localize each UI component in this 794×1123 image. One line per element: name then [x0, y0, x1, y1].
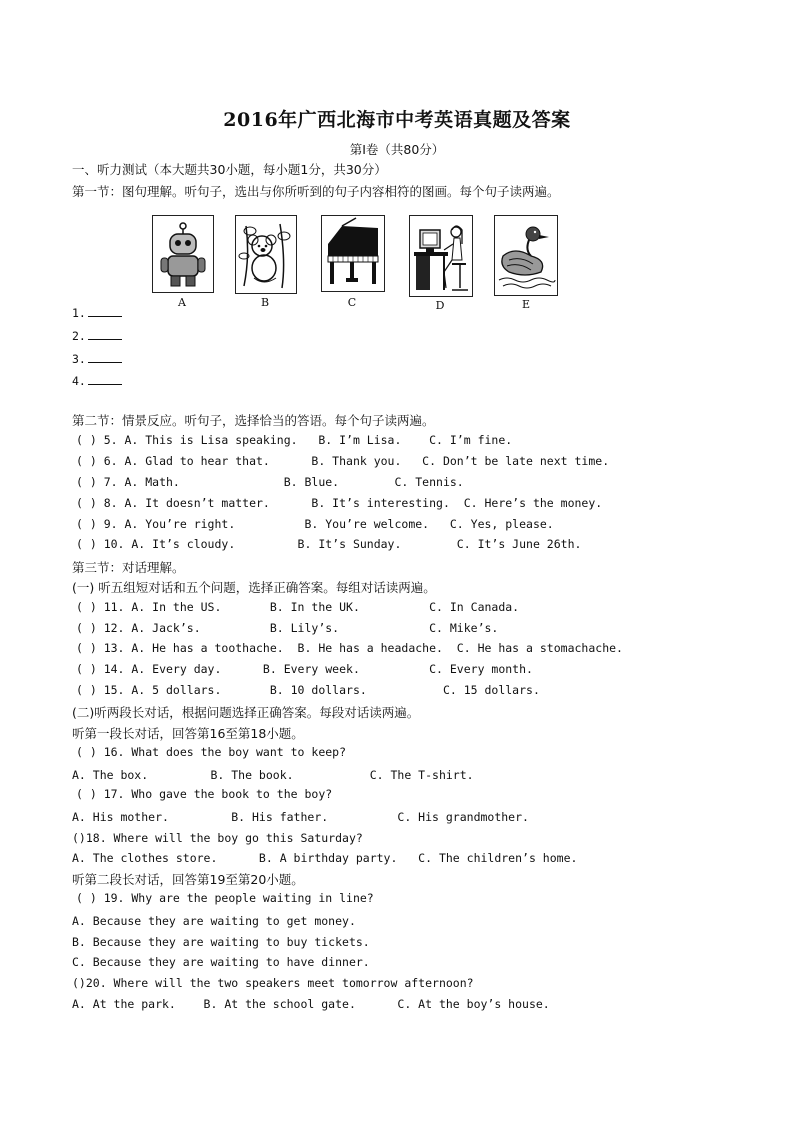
question-13: ( ) 13. A. He has a toothache. B. He has a headache. C. He has a stomachache.: [76, 641, 623, 655]
answer-blank-1[interactable]: [72, 305, 122, 320]
question-11: ( ) 11. A. In the US. B. In the UK. C. In Canada.: [76, 600, 520, 614]
page-title: 2016年广西北海市中考英语真题及答案: [223, 109, 571, 131]
question-8: ( ) 8. A. It doesn’t matter. B. It’s interesting. C. Here’s the money.: [76, 496, 603, 510]
picture-c: [321, 215, 385, 292]
question-20: ()20. Where will the two speakers meet tomorrow afternoon?: [72, 976, 474, 990]
blank-number: 3.: [72, 352, 86, 366]
question-16-options: A. The box. B. The book. C. The T-shirt.: [72, 768, 474, 782]
question-17: ( ) 17. Who gave the book to the boy?: [76, 787, 333, 801]
question-16: ( ) 16. What does the boy want to keep?: [76, 745, 347, 759]
answer-blank-3[interactable]: [72, 351, 122, 366]
question-6: ( ) 6. A. Glad to hear that. B. Thank you. C. Don’t be late next time.: [76, 454, 610, 468]
question-17-options: A. His mother. B. His father. C. His grandmother.: [72, 810, 529, 824]
robot-icon: [153, 216, 213, 292]
section2-instructions: 第二节：情景反应。听句子，选择恰当的答语。每个句子读两遍。: [72, 413, 435, 428]
question-15: ( ) 15. A. 5 dollars. B. 10 dollars. C. 15 dollars.: [76, 683, 540, 697]
picture-b: [235, 215, 297, 294]
volume-heading: 第Ⅰ卷（共80分）: [349, 142, 445, 157]
picture-e-label: E: [521, 298, 531, 311]
talk2-instructions: 听第二段长对话，回答第19至第20小题。: [72, 872, 304, 887]
duck-icon: [495, 216, 557, 295]
picture-b-label: B: [260, 296, 270, 309]
subsection1-instructions: (一) 听五组短对话和五个问题，选择正确答案。每组对话读两遍。: [72, 580, 436, 595]
question-19-option-b: B. Because they are waiting to buy tickets.: [72, 935, 370, 949]
question-18-options: A. The clothes store. B. A birthday party. C. The children’s home.: [72, 851, 578, 865]
picture-e: [494, 215, 558, 296]
question-7: ( ) 7. A. Math. B. Blue. C. Tennis.: [76, 475, 464, 489]
answer-blank-4[interactable]: [72, 373, 122, 388]
blank-number: 4.: [72, 374, 86, 388]
picture-a-label: A: [178, 296, 186, 309]
question-5: ( ) 5. A. This is Lisa speaking. B. I’m Lisa. C. I’m fine.: [76, 433, 513, 447]
part1-heading: 一、听力测试（本大题共30小题，每小题1分，共30分）: [72, 162, 387, 177]
question-18: ()18. Where will the boy go this Saturday?: [72, 831, 363, 845]
subsection2-instructions: (二)听两段长对话，根据问题选择正确答案。每段对话读两遍。: [72, 705, 420, 720]
question-14: ( ) 14. A. Every day. B. Every week. C. Every month.: [76, 662, 533, 676]
question-19-option-c: C. Because they are waiting to have dinner.: [72, 955, 370, 969]
piano-icon: [322, 216, 384, 291]
answer-blank-2[interactable]: [72, 328, 122, 343]
question-12: ( ) 12. A. Jack’s. B. Lily’s. C. Mike’s.: [76, 621, 499, 635]
question-10: ( ) 10. A. It’s cloudy. B. It’s Sunday. C. It’s June 26th.: [76, 537, 582, 551]
question-9: ( ) 9. A. You’re right. B. You’re welcome. C. Yes, please.: [76, 517, 554, 531]
question-19: ( ) 19. Why are the people waiting in line?: [76, 891, 374, 905]
koala-icon: [236, 216, 296, 293]
blank-number: 2.: [72, 329, 86, 343]
picture-d: [409, 215, 473, 297]
picture-d-label: D: [435, 299, 445, 312]
computer-user-icon: [410, 216, 472, 296]
section1-instructions: 第一节：图句理解。听句子，选出与你所听到的句子内容相符的图画。每个句子读两遍。: [72, 184, 560, 199]
section3-heading: 第三节：对话理解。: [72, 560, 185, 575]
question-19-option-a: A. Because they are waiting to get money.: [72, 914, 356, 928]
blank-number: 1.: [72, 306, 86, 320]
talk1-instructions: 听第一段长对话，回答第16至第18小题。: [72, 726, 304, 741]
question-20-options: A. At the park. B. At the school gate. C. At the boy’s house.: [72, 997, 550, 1011]
picture-c-label: C: [347, 296, 357, 309]
picture-a: [152, 215, 214, 293]
